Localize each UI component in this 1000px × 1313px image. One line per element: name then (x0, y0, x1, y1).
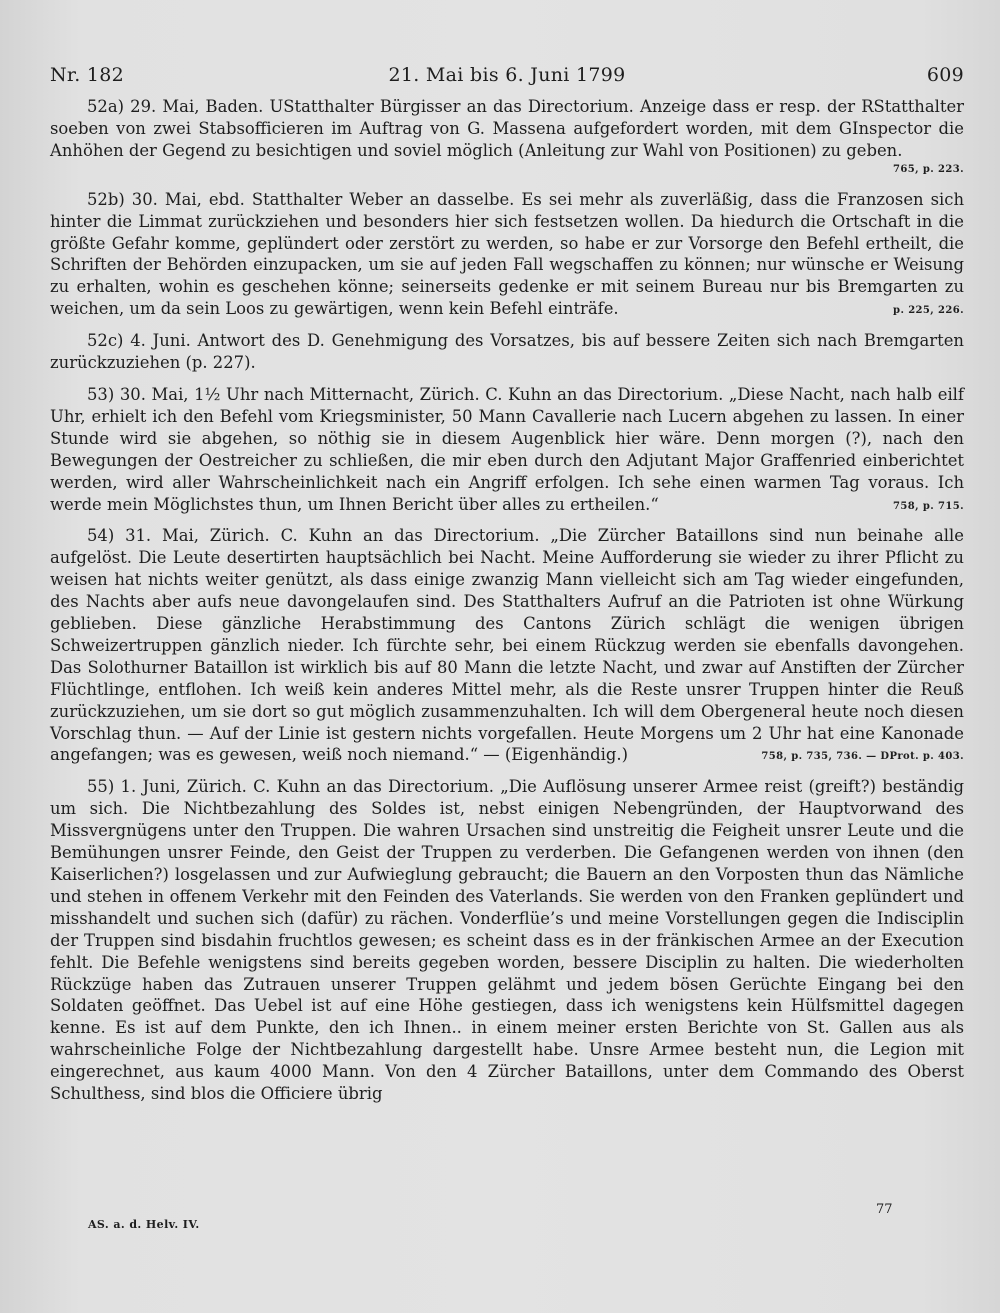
running-header (50, 64, 964, 88)
date-range: 21. Mai bis 6. Juni 1799 (388, 64, 626, 86)
entry-54 (50, 525, 964, 766)
source-reference: 758, p. 735, 736. — DProt. p. 403. (761, 751, 964, 763)
entry-text-content: 52b) 30. Mai, ebd. Statthalter Weber an dasselbe. Es sei mehr als zuverläßig, dass die Franzosen sich hinter die Limmat zurückziehen und besonders hier sich festsetzen wollen. Da hiedurch die Ortschaft in die größte Gefahr komme, geplündert oder zerstört zu werden, so habe er zur Vorsorge den Befehl ertheilt, die Schriften der Behörden einzupacken, um sie auf jeden Fall wegschaffen zu können; nur wünsche er Weisung zu erhalten, wohin es geschehen könne; seinerseits gedenke er mit seinem Bureau nur bis Bremgarten zu weichen, um da sein Loos zu gewärtigen, wenn kein Befehl einträfe. (50, 189, 964, 319)
entry-text: 55) 1. Juni, Zürich. C. Kuhn an das Directorium. „Die Auflösung unserer Armee reist (greift?) beständig um sich. Die Nichtbezahlung des Soldes ist, nebst einigen Nebengründen, der Hauptvorwand des Missvergnügens unter den Truppen. Die wahren Ursachen sind unstreitig die Feigheit unsrer Leute und die Bemühungen unsrer Feinde, den Geist der Truppen zu verderben. Die Gefangenen werden von ihnen (den Kaiserlichen?) losgelassen und zur Aufwieglung gebraucht; die Bauern an den Vorposten thun das Nämliche und stehen in offenem Verkehr mit den Feinden des Vaterlands. Sie werden von den Franken geplündert und misshandelt und suchen sich (dafür) zu rächen. Vonderflüe’s und meine Vorstellungen gegen die Indisciplin der Truppen sind bisdahin fruchtlos gewesen; es scheint dass es in der fränkischen Armee an der Execution fehlt. Die Befehle wenigstens sind bereits gegeben worden, bessere Disciplin zu halten. Die wiederholten Rückzüge haben das Zutrauen unserer Truppen gelähmt und jedem bösen Gerüchte Eingang bei den Soldaten geöffnet. Das Uebel ist auf eine Höhe gestiegen, dass ich wenigstens kein Hülfsmittel dagegen kenne. Es ist auf dem Punkte, den ich Ihnen.. in einem meiner ersten Berichte von St. Gallen aus als wahrscheinliche Folge der Nichtbezahlung dargestellt habe. Unsre Armee besteht nun, die Legion mit eingerechnet, aus kaum 4000 Mann. Von den 4 Zürcher Bataillons, unter dem Commando des Oberst Schulthess, sind blos die Officiere übrig (50, 777, 964, 1104)
source-reference: 758, p. 715. (893, 500, 964, 512)
page-number: 609 (926, 64, 964, 86)
entry-text-content: 54) 31. Mai, Zürich. C. Kuhn an das Directorium. „Die Zürcher Bataillons sind nun beinahe alle aufgelöst. Die Leute desertirten hauptsächlich bei Nacht. Meine Aufforderung sie wieder zu ihrer Pflicht zu weisen hat nichts weiter genützt, als dass einige zwanzig Mann vielleicht sich am Tag wieder eingefunden, des Nachts aber aufs neue davongelaufen sind. Des Statthalters Aufruf an die Patrioten ist ohne Würkung geblieben. Diese gänzliche Herabstimmung des Cantons Zürich schlägt die wenigen übrigen Schweizertruppen gänzlich nieder. Ich fürchte sehr, bei einem Rückzug werden sie ebenfalls davongehen. Das Solothurner Bataillon ist wirklich bis auf 80 Mann die letzte Nacht, und zwar auf Anstiften der Zürcher Flüchtlinge, entflohen. Ich weiß kein anderes Mittel mehr, als die Reste unsrer Truppen hinter die Reuß zurückzuziehen, um sie dort so gut möglich zusammenzuhalten. Ich will dem Obergeneral heute noch diesen Vorschlag thun. — Auf der Linie ist gestern nichts vorgefallen. Heute Morgens um 2 Uhr hat eine Kanonade angefangen; was es gewesen, weiß noch niemand.“ — (Eigenhändig.) (50, 526, 964, 765)
entry-text-content: 53) 30. Mai, 1½ Uhr nach Mitternacht, Zürich. C. Kuhn an das Directorium. „Diese Nacht, nach halb eilf Uhr, erhielt ich den Befehl vom Kriegsminister, 50 Mann Cavallerie nach Lucern abgehen zu lassen. In einer Stunde wird sie abgehen, so nöthig sie in diesem Augenblick hier wäre. Denn morgen (?), nach den Bewegungen der Oestreicher zu schließen, die mir eben durch den Adjutant Major Graffenried einberichtet werden, wird aller Wahrscheinlichkeit nach ein Angriff erfolgen. Ich sehe einen warmen Tag voraus. Ich werde mein Möglichstes thun, um Ihnen Bericht über alles zu ertheilen.“ (50, 384, 964, 514)
document-number: Nr. 182 (50, 64, 125, 86)
document-body (50, 96, 964, 1105)
entry-text (50, 525, 964, 766)
entry-text: 52c) 4. Juni. Antwort des D. Genehmigung des Vorsatzes, bis auf bessere Zeiten sich nach Bremgarten zurückzuziehen (p. 227). (50, 331, 964, 373)
entry-text (50, 189, 964, 320)
entry-52c (50, 330, 964, 374)
source-signature: AS. a. d. Helv. IV. (88, 1218, 200, 1231)
entry-53 (50, 384, 964, 515)
entry-52a (50, 96, 964, 179)
entry-52b (50, 189, 964, 320)
entry-text: 52a) 29. Mai, Baden. UStatthalter Bürgisser an das Directorium. Anzeige dass er resp. der RStatthalter soeben von zwei Stabsofficieren im Auftrag von G. Massena aufgefordert worden, mit dem GInspector die Anhöhen der Gegend zu besichtigen und soviel möglich (Anleitung zur Wahl von Positionen) zu geben. (50, 97, 964, 160)
entry-text (50, 384, 964, 515)
source-reference: 765, p. 223. (893, 163, 964, 175)
source-reference: p. 225, 226. (893, 305, 964, 317)
sheet-number: 77 (876, 1202, 893, 1217)
entry-55 (50, 776, 964, 1105)
